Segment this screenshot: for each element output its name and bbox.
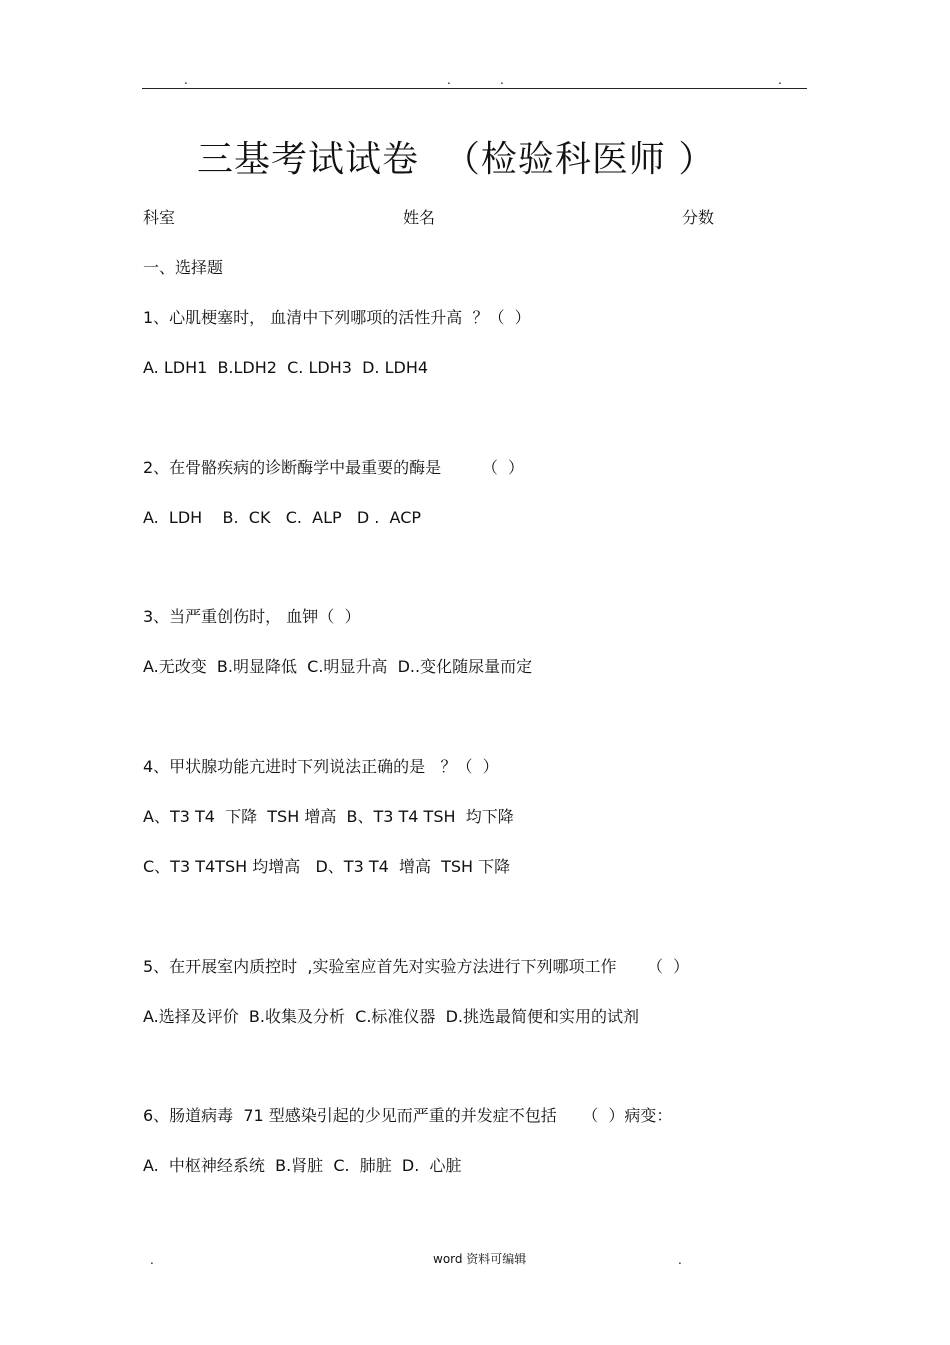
- question-stem: 2、在骨骼疾病的诊断酶学中最重要的酶是 （ ）: [143, 458, 525, 477]
- header-dot: .: [500, 73, 504, 87]
- question-options: C、T3 T4TSH 均增高 D、T3 T4 增高 TSH 下降: [143, 857, 511, 876]
- header-dot: .: [778, 73, 782, 87]
- name-label: 姓名: [403, 208, 436, 227]
- header-rule: [142, 88, 807, 89]
- page-title: 三基考试试卷 （检验科医师 ）: [197, 139, 716, 180]
- header-dot: .: [447, 73, 451, 87]
- section-heading: 一、选择题: [143, 258, 224, 277]
- question-options: A. 中枢神经系统 B.肾脏 C. 肺脏 D. 心脏: [143, 1156, 462, 1175]
- question-options: A.无改变 B.明显降低 C.明显升高 D..变化随尿量而定: [143, 657, 533, 676]
- question-stem: 1、心肌梗塞时， 血清中下列哪项的活性升高 ？（ ）: [143, 308, 531, 327]
- question-stem: 6、肠道病毒 71 型感染引起的少见而严重的并发症不包括 （ ）病变：: [143, 1106, 673, 1125]
- question-options: A. LDH B. CK C. ALP D . ACP: [143, 508, 422, 527]
- header-dot: .: [184, 73, 188, 87]
- question-stem: 5、在开展室内质控时 ,实验室应首先对实验方法进行下列哪项工作 （ ）: [143, 957, 690, 976]
- question-options: A、T3 T4 下降 TSH 增高 B、T3 T4 TSH 均下降: [143, 807, 514, 826]
- question-stem: 4、甲状腺功能亢进时下列说法正确的是 ？（ ）: [143, 757, 499, 776]
- department-label: 科室: [143, 208, 176, 227]
- question-options: A.选择及评价 B.收集及分析 C.标准仪器 D.挑选最简便和实用的试剂: [143, 1007, 639, 1026]
- score-label: 分数: [682, 208, 715, 227]
- footer-text: word 资料可编辑: [433, 1252, 527, 1266]
- footer-dot: .: [678, 1253, 682, 1267]
- question-stem: 3、当严重创伤时， 血钾（ ）: [143, 607, 361, 626]
- question-options: A. LDH1 B.LDH2 C. LDH3 D. LDH4: [143, 358, 429, 377]
- footer-dot: .: [150, 1253, 154, 1267]
